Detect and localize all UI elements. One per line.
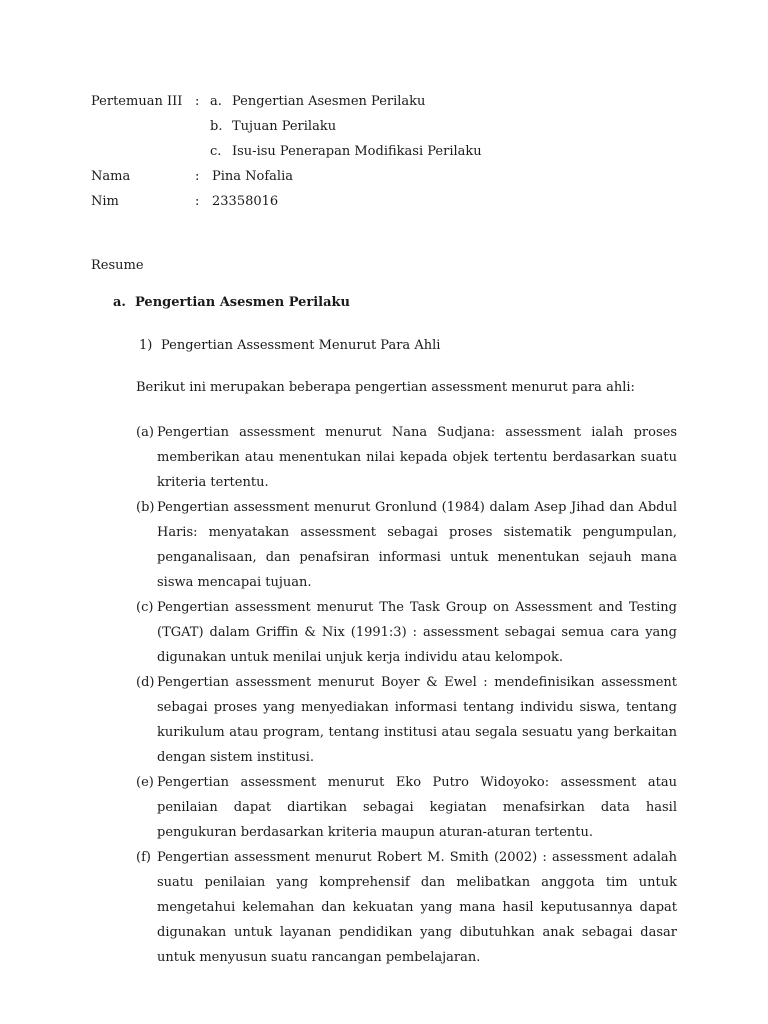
list-item xyxy=(136,420,677,495)
list-item-text: Pengertian assessment menurut Eko Putro Widoyoko: assessment atau penilaian dapat diartikan sebagai kegiatan menafsirkan data hasil pengukuran berdasarkan kriteria maupun aturan-aturan tertentu. xyxy=(157,775,677,840)
name-value: Pina Nofalia xyxy=(212,169,293,184)
list-item-marker: (c) xyxy=(136,600,154,615)
intro-paragraph: Berikut ini merupakan beberapa pengertian assessment menurut para ahli: xyxy=(136,380,635,395)
name-label: Nama xyxy=(91,169,131,184)
topic-a: Pengertian Asesmen Perilaku xyxy=(232,94,426,109)
list-item-text: Pengertian assessment menurut Robert M. Smith (2002) : assessment adalah suatu penilaian yang komprehensif dan melibatkan anggota tim untuk mengetahui kelemahan dan kekuatan yang mana hasil keputusannya dapat digunakan untuk layanan pendidikan yang dibutuhkan anak sebagai dasar untuk menyusun suatu rancangan pembelajaran. xyxy=(157,850,677,965)
meeting-label: Pertemuan III xyxy=(91,94,183,109)
topic-b: Tujuan Perilaku xyxy=(232,119,337,134)
list-item-marker: (f) xyxy=(136,850,151,865)
list-item-text: Pengertian assessment menurut Nana Sudjana: assessment ialah proses memberikan atau menentukan nilai kepada objek tertentu berdasarkan suatu kriteria tertentu. xyxy=(157,425,677,490)
meeting-colon: : xyxy=(195,94,200,109)
list-item-text: Pengertian assessment menurut The Task Group on Assessment and Testing (TGAT) dalam Griffin & Nix (1991:3) : assessment sebagai semua cara yang digunakan untuk menilai unjuk kerja individu atau kelompok. xyxy=(157,600,677,665)
section-heading xyxy=(113,293,350,313)
list-item-marker: (b) xyxy=(136,500,155,515)
list-item xyxy=(136,770,677,845)
list-item xyxy=(136,670,677,770)
topic-marker-c: c. xyxy=(210,144,222,159)
subsection-title: Pengertian Assessment Menurut Para Ahli xyxy=(161,338,441,353)
list-item xyxy=(136,495,677,595)
list-item xyxy=(136,595,677,670)
list-item xyxy=(136,845,677,970)
list-item-marker: (a) xyxy=(136,425,154,440)
nim-colon: : xyxy=(195,194,200,209)
list-item-marker: (e) xyxy=(136,775,154,790)
topic-marker-a: a. xyxy=(210,94,222,109)
resume-label: Resume xyxy=(91,258,144,273)
topic-c: Isu-isu Penerapan Modifikasi Perilaku xyxy=(232,144,482,159)
list-item-marker: (d) xyxy=(136,675,155,690)
topic-marker-b: b. xyxy=(210,119,223,134)
subsection-heading xyxy=(139,336,440,356)
nim-value: 23358016 xyxy=(212,194,279,209)
subsection-marker: 1) xyxy=(139,338,153,353)
nim-label: Nim xyxy=(91,194,119,209)
section-title: Pengertian Asesmen Perilaku xyxy=(135,295,351,310)
definitions-list xyxy=(136,420,677,970)
section-marker: a. xyxy=(113,295,126,310)
list-item-text: Pengertian assessment menurut Gronlund (1984) dalam Asep Jihad dan Abdul Haris: menyatakan assessment sebagai proses sistematik pengumpulan, penganalisaan, dan penafsiran informasi untuk menentukan sejauh mana siswa mencapai tujuan. xyxy=(157,500,677,590)
list-item-text: Pengertian assessment menurut Boyer & Ewel : mendefinisikan assessment sebagai proses yang menyediakan informasi tentang individu siswa, tentang kurikulum atau program, tentang institusi atau segala sesuatu yang berkaitan dengan sistem institusi. xyxy=(157,675,677,765)
name-colon: : xyxy=(195,169,200,184)
